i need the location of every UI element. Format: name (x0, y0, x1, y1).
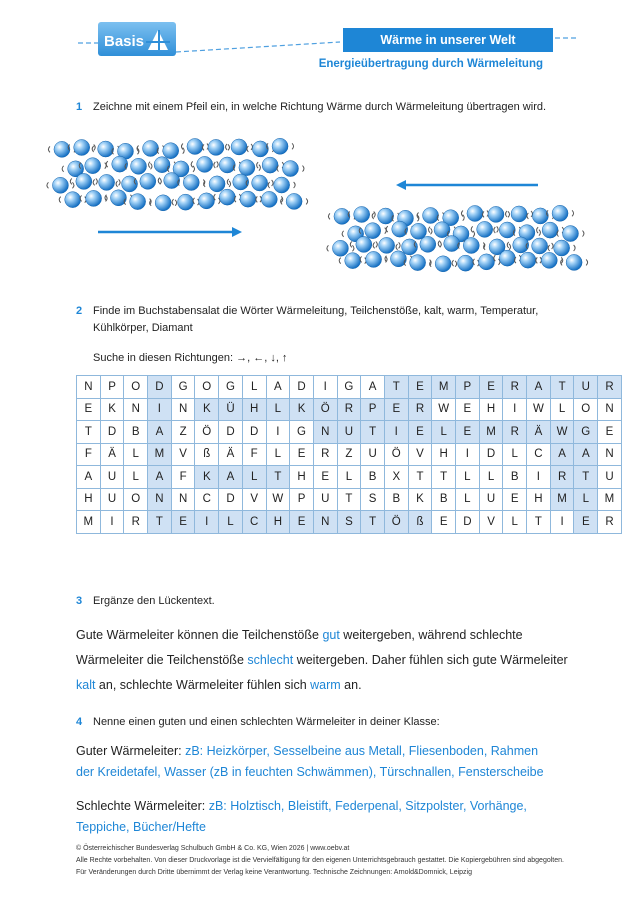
grid-cell: B (124, 421, 148, 444)
grid-cell: R (337, 398, 361, 421)
grid-cell: H (266, 511, 290, 534)
particle (499, 222, 515, 238)
footer-credits: Für Veränderungen durch Dritte übernimmt der Verlag keine Verantwortung. Technische Zeichnungen: Arnold&Domnick, Leipzig (76, 869, 472, 876)
particle (478, 254, 494, 270)
page-subtitle: Energieübertragung durch Wärmeleitung (318, 58, 543, 70)
grid-cell: V (242, 488, 266, 511)
good-conductor-answer (76, 741, 556, 783)
particle (86, 190, 102, 206)
grid-cell: T (550, 376, 574, 399)
grid-cell: T (432, 466, 456, 489)
grid-cell: D (479, 443, 503, 466)
q3-text: Ergänze den Lückentext. (93, 595, 215, 607)
grid-cell: A (527, 376, 551, 399)
grid-cell: D (148, 376, 172, 399)
particle (164, 173, 180, 189)
particle (99, 174, 115, 190)
grid-cell: E (503, 488, 527, 511)
grid-cell: E (290, 443, 314, 466)
particle (379, 237, 395, 253)
grid-row (77, 443, 622, 466)
particle (252, 175, 268, 191)
particle (467, 205, 483, 221)
grid-cell: M (479, 421, 503, 444)
grid-cell: L (337, 466, 361, 489)
particle (261, 191, 277, 207)
particle (231, 139, 247, 155)
grid-cell: R (313, 443, 337, 466)
particle (554, 240, 570, 256)
particle (410, 255, 426, 271)
particle (511, 206, 527, 222)
grid-row (77, 488, 622, 511)
grid-cell: L (432, 421, 456, 444)
particle (240, 191, 256, 207)
particle (542, 222, 558, 238)
grid-row (77, 421, 622, 444)
grid-cell: M (148, 443, 172, 466)
particle (178, 194, 194, 210)
grid-cell: Ü (219, 398, 243, 421)
grid-cell: H (527, 488, 551, 511)
grid-cell: L (266, 443, 290, 466)
grid-cell: B (432, 488, 456, 511)
hot-particles (47, 138, 308, 211)
grid-cell: Ö (384, 443, 408, 466)
good-conductor-label: Guter Wärmeleiter: (76, 744, 186, 758)
grid-cell: D (219, 488, 243, 511)
good-conductor-text: zB: Heizkörper, Sesselbeine aus Metall, Fliesenboden, Rahmen der Kreidetafel, Wasser (zB in feuchten Schwämmen), Türschnallen, Fensterscheibe (76, 744, 544, 779)
grid-cell: N (124, 398, 148, 421)
particle (566, 254, 582, 270)
grid-cell: L (124, 443, 148, 466)
particle (356, 236, 372, 252)
grid-cell: H (290, 466, 314, 489)
grid-cell: S (361, 488, 385, 511)
grid-cell: U (337, 421, 361, 444)
cloze-line-2: Wärmeleiter die Teilchenstöße schlecht weitergeben. Daher fühlen sich gute Wärmeleiter (76, 653, 568, 667)
grid-cell: A (148, 466, 172, 489)
particle (420, 236, 436, 252)
grid-cell: C (195, 488, 219, 511)
particle (286, 193, 302, 209)
grid-cell: U (598, 466, 622, 489)
grid-cell: E (77, 398, 101, 421)
grid-cell: S (337, 511, 361, 534)
grid-cell: L (550, 398, 574, 421)
particle (209, 176, 225, 192)
grid-cell: M (550, 488, 574, 511)
grid-cell: L (266, 398, 290, 421)
grid-cell: R (408, 398, 432, 421)
grid-cell: K (408, 488, 432, 511)
grid-cell: G (171, 376, 195, 399)
grid-cell: T (361, 511, 385, 534)
grid-cell: I (266, 421, 290, 444)
footer-copyright: © Österreichischer Bundesverlag Schulbuch GmbH & Co. KG, Wien 2026 | www.oebv.at (76, 845, 350, 852)
particle (562, 226, 578, 242)
grid-row (77, 466, 622, 489)
grid-row (77, 376, 622, 399)
q2-text-line1: Finde im Buchstabensalat die Wörter Wärmeleitung, Teilchenstöße, kalt, warm, Temperatur, (93, 305, 539, 317)
grid-cell: T (384, 376, 408, 399)
grid-cell: K (100, 398, 124, 421)
grid-cell: E (479, 376, 503, 399)
grid-cell: E (598, 421, 622, 444)
particle (183, 174, 199, 190)
particle (110, 190, 126, 206)
grid-cell: P (456, 376, 480, 399)
grid-cell: O (124, 488, 148, 511)
grid-cell: A (148, 421, 172, 444)
grid-cell: D (290, 376, 314, 399)
cloze-answer-warm: warm (310, 678, 341, 692)
grid-cell: L (479, 466, 503, 489)
particle (140, 173, 156, 189)
grid-row (77, 511, 622, 534)
grid-cell: W (432, 398, 456, 421)
grid-cell: T (574, 466, 598, 489)
bad-conductor-label: Schlechte Wärmeleiter: (76, 799, 209, 813)
grid-cell: U (100, 488, 124, 511)
grid-cell: E (408, 376, 432, 399)
grid-cell: L (503, 443, 527, 466)
particle (282, 161, 298, 177)
grid-cell: Ö (384, 511, 408, 534)
q4-number: 4 (76, 716, 83, 728)
particle (197, 156, 213, 172)
grid-cell: ß (195, 443, 219, 466)
grid-cell: L (574, 488, 598, 511)
grid-cell: F (171, 466, 195, 489)
particle (219, 189, 235, 205)
particle (488, 206, 504, 222)
grid-cell: K (290, 398, 314, 421)
particle (143, 140, 159, 156)
grid-cell: T (148, 511, 172, 534)
particle (252, 141, 268, 157)
grid-cell: N (171, 488, 195, 511)
grid-cell: L (503, 511, 527, 534)
q3-number: 3 (76, 595, 83, 607)
grid-cell: T (266, 466, 290, 489)
particle (345, 253, 361, 269)
grid-cell: R (503, 376, 527, 399)
grid-cell: P (290, 488, 314, 511)
grid-cell: D (100, 421, 124, 444)
grid-cell: I (550, 511, 574, 534)
cloze-answer-kalt: kalt (76, 678, 96, 692)
particle (532, 238, 548, 254)
grid-cell: D (219, 421, 243, 444)
grid-row (77, 398, 622, 421)
grid-cell: U (479, 488, 503, 511)
grid-cell: Ö (313, 398, 337, 421)
q2-text-line2: Kühlkörper, Diamant (93, 322, 193, 334)
word-search-grid (76, 375, 622, 534)
grid-cell: E (171, 511, 195, 534)
grid-cell: P (361, 398, 385, 421)
particle (520, 252, 536, 268)
particle (98, 141, 114, 157)
particle (131, 158, 147, 174)
grid-cell: A (361, 376, 385, 399)
grid-cell: T (77, 421, 101, 444)
grid-cell: I (100, 511, 124, 534)
grid-cell: B (361, 466, 385, 489)
particle (155, 195, 171, 211)
grid-cell: C (242, 511, 266, 534)
particle (262, 157, 278, 173)
grid-cell: N (313, 421, 337, 444)
grid-cell: M (598, 488, 622, 511)
grid-cell: L (456, 466, 480, 489)
particle (444, 236, 460, 252)
grid-cell: U (361, 443, 385, 466)
grid-cell: H (479, 398, 503, 421)
grid-cell: V (408, 443, 432, 466)
grid-cell: D (242, 421, 266, 444)
grid-cell: L (124, 466, 148, 489)
grid-cell: D (456, 511, 480, 534)
grid-cell: E (408, 421, 432, 444)
particle-illustration (40, 135, 600, 285)
grid-cell: N (148, 488, 172, 511)
particle (76, 173, 92, 189)
particle (219, 157, 235, 173)
particle (208, 139, 224, 155)
grid-cell: A (550, 443, 574, 466)
grid-cell: L (242, 376, 266, 399)
grid-cell: H (242, 398, 266, 421)
particle (65, 192, 81, 208)
grid-cell: O (574, 398, 598, 421)
particle (272, 138, 288, 154)
particle (390, 251, 406, 267)
grid-cell: R (598, 376, 622, 399)
particle (435, 256, 451, 272)
arrow-left-icon (396, 180, 538, 190)
grid-cell: T (337, 488, 361, 511)
q1-number: 1 (76, 101, 83, 113)
grid-cell: U (313, 488, 337, 511)
grid-cell: N (171, 398, 195, 421)
grid-cell: E (574, 511, 598, 534)
bad-conductor-text: zB: Holztisch, Bleistift, Federpenal, Sitzpolster, Vorhänge, Teppiche, Bücher/Hefte (76, 799, 527, 834)
grid-cell: N (598, 398, 622, 421)
grid-cell: E (290, 511, 314, 534)
grid-cell: C (527, 443, 551, 466)
grid-cell: F (242, 443, 266, 466)
particle (354, 206, 370, 222)
particle (458, 255, 474, 271)
grid-cell: I (384, 421, 408, 444)
grid-cell: T (361, 421, 385, 444)
particle (274, 177, 290, 193)
grid-cell: M (432, 376, 456, 399)
particle (332, 240, 348, 256)
particle (130, 194, 146, 210)
grid-cell: O (124, 376, 148, 399)
grid-cell: Ä (527, 421, 551, 444)
cloze-line-1: Gute Wärmeleiter können die Teilchenstöße gut weitergeben, während schlechte (76, 628, 523, 642)
grid-cell: N (313, 511, 337, 534)
grid-cell: A (219, 466, 243, 489)
grid-cell: O (195, 376, 219, 399)
grid-cell: K (195, 398, 219, 421)
cloze-answer-gut: gut (322, 628, 340, 642)
grid-cell: I (527, 466, 551, 489)
particle (52, 177, 68, 193)
grid-cell: B (384, 488, 408, 511)
grid-cell: K (195, 466, 219, 489)
grid-cell: A (266, 376, 290, 399)
grid-cell: E (384, 398, 408, 421)
grid-cell: M (77, 511, 101, 534)
grid-cell: R (598, 511, 622, 534)
grid-cell: G (290, 421, 314, 444)
grid-cell: U (574, 376, 598, 399)
arrow-right-icon (98, 227, 242, 237)
grid-cell: Z (171, 421, 195, 444)
particle (187, 138, 203, 154)
header-graphics (0, 0, 640, 110)
grid-cell: B (503, 466, 527, 489)
grid-cell: L (219, 511, 243, 534)
particle (541, 252, 557, 268)
grid-cell: I (195, 511, 219, 534)
particle (198, 193, 214, 209)
chapter-title: Wärme in unserer Welt (380, 33, 516, 47)
grid-cell: Ä (100, 443, 124, 466)
footer (76, 843, 596, 879)
grid-cell: H (432, 443, 456, 466)
q4-text: Nenne einen guten und einen schlechten Wärmeleiter in deiner Klasse: (93, 716, 440, 728)
grid-cell: R (503, 421, 527, 444)
grid-cell: G (574, 421, 598, 444)
particle (334, 208, 350, 224)
grid-cell: Ö (195, 421, 219, 444)
grid-cell: R (550, 466, 574, 489)
particle (85, 158, 101, 174)
q2-directions: Suche in diesen Richtungen: →, ←, ↓, ↑ (93, 352, 288, 364)
grid-cell: Ä (219, 443, 243, 466)
grid-cell: U (100, 466, 124, 489)
particle (74, 139, 90, 155)
grid-cell: W (266, 488, 290, 511)
particle (411, 223, 427, 239)
grid-cell: I (148, 398, 172, 421)
grid-cell: Z (337, 443, 361, 466)
particle (423, 207, 439, 223)
particle (552, 205, 568, 221)
grid-cell: I (456, 443, 480, 466)
grid-cell: W (527, 398, 551, 421)
grid-cell: A (77, 466, 101, 489)
grid-cell: T (527, 511, 551, 534)
footer-rights: Alle Rechte vorbehalten. Von dieser Druckvorlage ist die Vervielfältigung für den eigenen Unterrichtsgebrauch gestattet. Die Kopiergebühren sind abgegolten. (76, 857, 564, 864)
grid-cell: P (100, 376, 124, 399)
grid-cell: I (313, 376, 337, 399)
particle (54, 141, 70, 157)
grid-cell: N (77, 376, 101, 399)
grid-cell: V (171, 443, 195, 466)
grid-cell: R (124, 511, 148, 534)
particle (378, 208, 394, 224)
cloze-line-3: kalt an, schlechte Wärmeleiter fühlen sich warm an. (76, 678, 362, 692)
particle (365, 223, 381, 239)
cloze-text (76, 623, 576, 698)
particle (477, 221, 493, 237)
grid-cell: T (408, 466, 432, 489)
grid-cell: W (550, 421, 574, 444)
grid-cell: I (503, 398, 527, 421)
particle (239, 160, 255, 176)
grid-cell: ß (408, 511, 432, 534)
grid-cell: A (574, 443, 598, 466)
grid-cell: V (479, 511, 503, 534)
grid-cell: G (337, 376, 361, 399)
particle (463, 237, 479, 253)
bad-conductor-answer (76, 796, 556, 838)
cloze-answer-schlecht: schlecht (247, 653, 294, 667)
grid-cell: F (77, 443, 101, 466)
grid-cell: L (456, 488, 480, 511)
grid-cell: E (456, 421, 480, 444)
grid-cell: E (313, 466, 337, 489)
grid-cell: G (219, 376, 243, 399)
q2-number: 2 (76, 305, 83, 317)
particle (163, 143, 179, 159)
grid-cell: E (456, 398, 480, 421)
grid-cell: E (432, 511, 456, 534)
q1-text: Zeichne mit einem Pfeil ein, in welche Richtung Wärme durch Wärmeleitung übertragen wird. (93, 101, 547, 113)
grid-cell: X (384, 466, 408, 489)
particle (499, 250, 515, 266)
grid-cell: H (77, 488, 101, 511)
cold-particles (327, 205, 588, 272)
particle (366, 251, 382, 267)
particle (532, 208, 548, 224)
logo-text: Basis (104, 33, 145, 50)
grid-cell: N (598, 443, 622, 466)
grid-cell: L (242, 466, 266, 489)
